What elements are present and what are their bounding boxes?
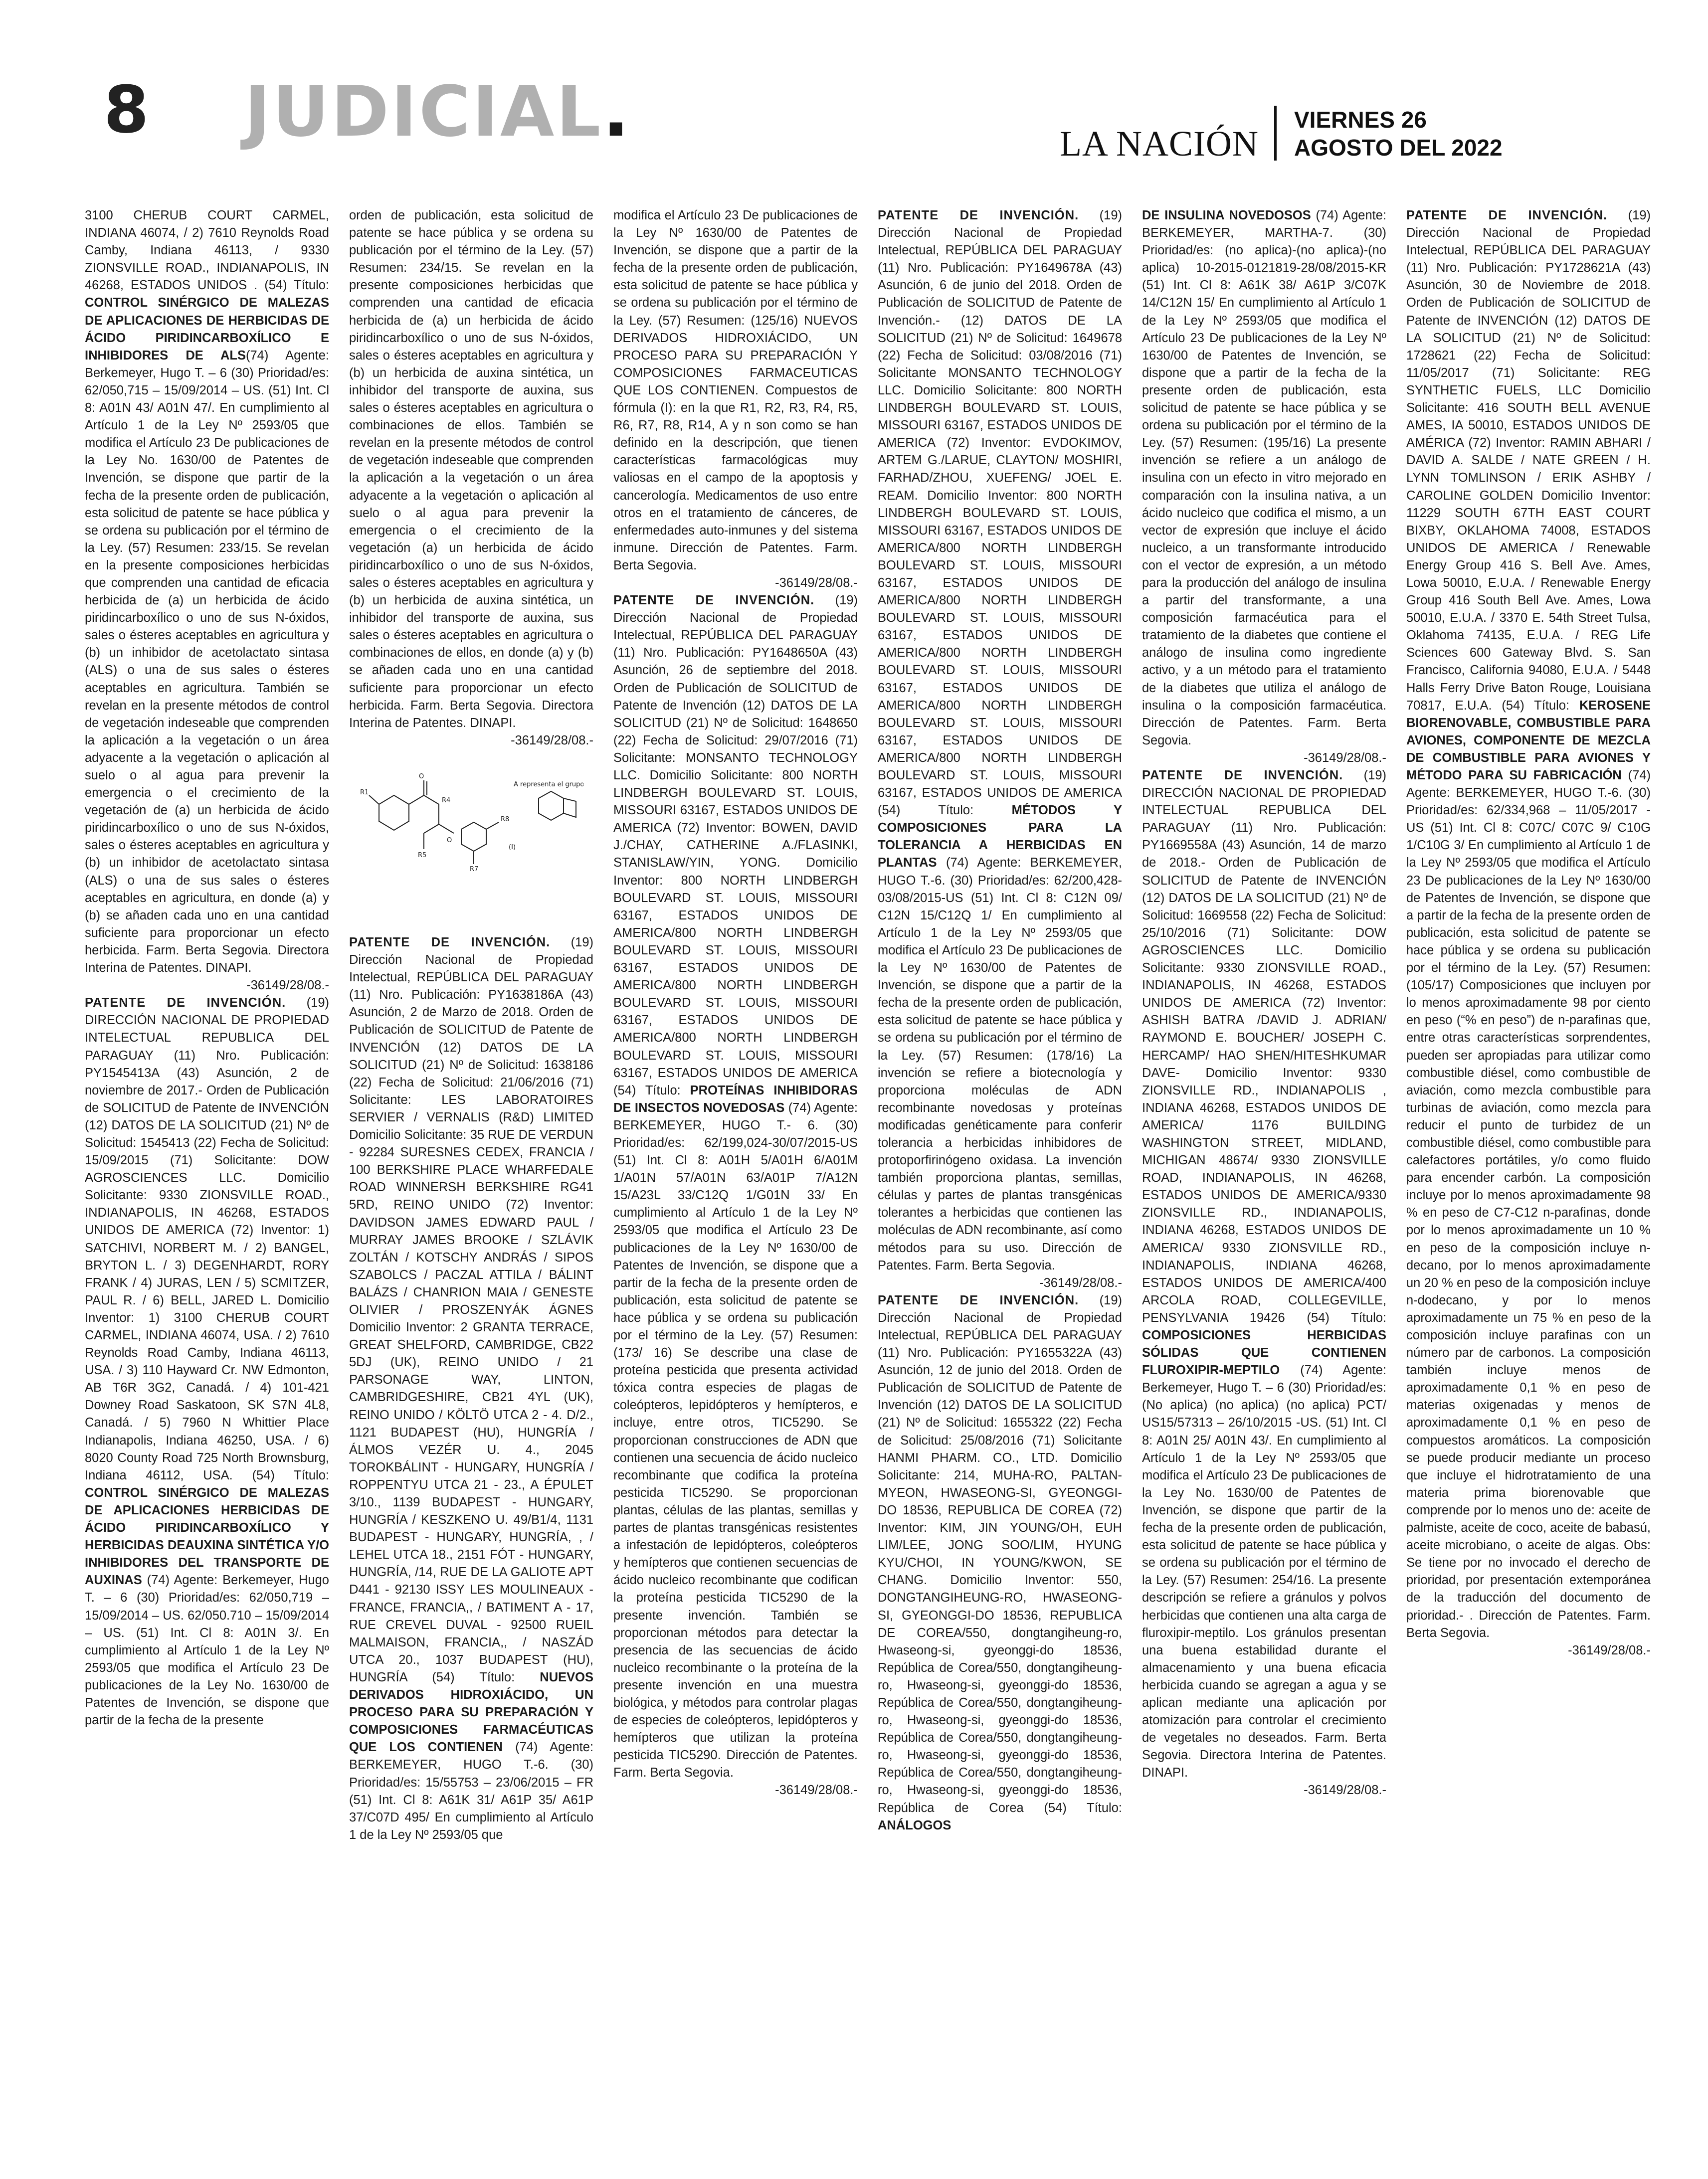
svg-text:O: O (447, 836, 452, 844)
notice-body: (74) Agente: Berkemeyer, Hugo T. – 6 (30) Prioridad/es: 62/050,719 – 15/09/2014 – US. 62/050.710 – 15/09/2014 – US. (51) Int. Cl 8: A01N 3/. En cumplimiento al Artículo 1 de la Ley Nº 2593/05 que modifica el Artículo 23 De publicaciones de la Ley No. 1630/00 de Patentes de Invención, se dispone que partir de la fecha de la presente (85, 1573, 329, 1728)
notice-reference: -36149/28/08.- (511, 733, 593, 747)
notice-title: DE INSULINA NOVEDOSOS (1142, 208, 1311, 222)
notice-reference: -36149/28/08.- (1304, 1783, 1386, 1798)
masthead (0, 0, 1708, 189)
svg-text:R8: R8 (501, 815, 510, 823)
svg-text:R5: R5 (418, 851, 427, 859)
aryl-ring (461, 822, 486, 851)
masthead-divider (1274, 106, 1277, 161)
notice-body: (19) Dirección Nacional de Propiedad Intelectual, REPÚBLICA DEL PARAGUAY (11) Nro. Publicación: PY1728621A (43) Asunción, 30 de Noviembre de 2018. Orden de Publicación de SOLICITUD de Patente de INVENCIÓN (12) DATOS DE LA SOLICITUD (21) Nº de Solicitud: 1728621 (22) Fecha de Solicitud: 11/05/2017 (71) Solicitante: REG SYNTHETIC FUELS, LLC Domicilio Solicitante: 416 SOUTH BELL AVENUE AMES, IA 50010, ESTADOS UNIDOS DE AMÉRICA (72) Inventor: RAMIN ABHARI / DAVID A. SALDE / NATE GREEN / H. LYNN TOMLINSON / ERIK ASHBY / CAROLINE GOLDEN Domicilio Inventor: 11229 SOUTH 67TH EAST COURT BIXBY, OKLAHOMA 74008, ESTADOS UNIDOS DE AMERICA / Renewable Energy Group 416 S. Bell Ave. Ames, Lowa 50010, E.U.A. / Renewable Energy Group 416 South Bell Ave. Ames, Lowa 50010, E.U.A. / 3370 E. 54th Street Tulsa, Oklahoma 74135, E.U.A. / REG Life Sciences 600 Gateway Blvd. S. San Francisco, California 94080, E.U.A. / 5448 Halls Ferry Drive Baton Rouge, Louisiana 70817, E.U.A. (54) Título: (1406, 208, 1651, 713)
chemical-structure-figure (349, 769, 583, 874)
notice-title: ANÁLOGOS (878, 1818, 951, 1832)
notice-reference: -36149/28/08.- (775, 575, 858, 590)
notice-body: (19) DIRECCIÓN NACIONAL DE PROPIEDAD INTELECTUAL REPUBLICA DEL PARAGUAY (11) Nro. Publicación: PY1545413A (43) Asunción, 2 de noviembre de 2017.- Orden de Publicación de SOLICITUD de Patente de INVENCIÓN (12) DATOS DE LA SOLICITUD (21) Nº de Solicitud: 1545413 (22) Fecha de Solicitud: 15/09/2015 (71) Solicitante: DOW AGROSCIENCES LLC. Domicilio Solicitante: 9330 ZIONSVILLE ROAD., INDIANAPOLIS, IN 46268, ESTADOS UNIDOS DE AMERICA (72) Inventor: 1) SATCHIVI, NORBERT M. / 2) BANGEL, BRYTON L. / 3) DEGENHARDT, RORY FRANK / 4) JURAS, LEN / 5) SCMITZER, PAUL R. / 6) BELL, JARED L. Domicilio Inventor: 1) 3100 CHERUB COURT CARMEL, INDIANA 46074, USA. / 2) 7610 Reynolds Road Camby, Indiana 46113, USA. / 3) 110 Hayward Cr. NW Edmonton, AB T6R 3G2, Canadá. / 4) 101-421 Downey Road Saskatoon, SK S7N 4L8, Canadá. / 5) 7960 N Whittier Place Indianapolis, Indiana 46250, USA. / 6) 8020 County Road 725 North Brownsburg, Indiana 46112, USA. (54) Título: (85, 996, 329, 1482)
notice-body: (74) Agente: Berkemeyer, Hugo T. – 6 (30) Prioridad/es: 62/050,715 – 15/09/2014 – US. (51) Int. Cl 8: A01N 43/ A01N 47/. En cumplimiento al Artículo 1 de la Ley Nº 2593/05 que modifica el Artículo 23 De publicaciones de la Ley No. 1630/00 de Patentes de Invención, se dispone que partir de la fecha de la presente orden de publicación, esta solicitud de patente se hace pública y se ordena su publicación por el término de la Ley. (57) Resumen: 233/15. Se revelan en la presente composiciones herbicidas que comprenden una cantidad de eficacia herbicida de (a) un herbicida de ácido piridincarboxílico o uno de sus N-óxidos, sales o ésteres aceptables en agricultura y (b) un inhibidor de acetolactato sintasa (ALS) o una de sus sales o ésteres aceptables en agricultura. También se revelan en la presente métodos de control de vegetación indeseable que comprenden la aplicación a la vegetación o un área adyacente a la vegetación o aplicación al suelo o al agua para prevenir la emergencia o el crecimiento de la vegetación de (a) un herbicida de ácido piridincarboxílico o uno de sus N-óxidos, sales o ésteres aceptables en agricultura y (b) un inhibidor de acetolactato sintasa (ALS) o una de sus sales o ésteres aceptables en agricultura, en donde (a) y (b) se añaden cada uno en una cantidad suficiente para proporcionar un efecto herbicida. Farm. Berta Segovia. Directora Interina de Patentes. DINAPI. (85, 348, 329, 975)
column-1 (85, 207, 329, 2162)
notice-text (613, 207, 858, 592)
notice-body: (19) Dirección Nacional de Propiedad Intelectual, REPÚBLICA DEL PARAGUAY (11) Nro. Publicación: PY1649678A (43) Asunción, 6 de junio del 2018. Orden de Publicación de SOLICITUD de Patente de Invención.- (12) DATOS DE LA SOLICITUD (21) Nº de Solicitud: 1649678 (22) Fecha de Solicitud: 03/08/2016 (71) Solicitante MONSANTO TECHNOLOGY LLC. Domicilio Solicitante: 800 NORTH LINDBERGH BOULEVARD ST. LOUIS, MISSOURI 63167, ESTADOS UNIDOS DE AMERICA (72) Inventor: EVDOKIMOV, ARTEM G./LARUE, CLAYTON/ MOSHIRI, FARHAD/ZHOU, XUEFENG/ JOEL E. REAM. Domicilio Inventor: 800 NORTH LINDBERGH BOULEVARD ST. LOUIS, MISSOURI 63167, ESTADOS UNIDOS DE AMERICA/800 NORTH LINDBERGH BOULEVARD ST. LOUIS, MISSOURI 63167, ESTADOS UNIDOS DE AMERICA/800 NORTH LINDBERGH BOULEVARD ST. LOUIS, MISSOURI 63167, ESTADOS UNIDOS DE AMERICA/800 NORTH LINDBERGH BOULEVARD ST. LOUIS, MISSOURI 63167, ESTADOS UNIDOS DE AMERICA/800 NORTH LINDBERGH BOULEVARD ST. LOUIS, MISSOURI 63167, ESTADOS UNIDOS DE AMERICA/800 NORTH LINDBERGH BOULEVARD ST. LOUIS, MISSOURI 63167, ESTADOS UNIDOS DE AMERICA (54) Título: (878, 208, 1122, 818)
notice-title: MÉTODOS Y COMPOSICIONES PARA LA TOLERANCIA A HERBICIDAS EN PLANTAS (878, 803, 1122, 870)
notice-heading: PATENTE DE INVENCIÓN. (878, 208, 1079, 222)
notice-title: CONTROL SINÉRGICO DE MALEZAS DE APLICACIONES DE HERBICIDAS DE ÁCIDO PIRIDINCARBOXÍLICO E INHIBIDORES DE ALS (85, 296, 329, 363)
section-title-text: JUDICIAL (244, 71, 603, 153)
notice-body: (74) Agente: BERKEMEYER, HUGO T.- 6. (30) Prioridad/es: 62/199,024-30/07/2015-US (51) Int. Cl 8: A01H 5/A01H 6/A01M 1/A01N 57/A01N 63/A01P 7/A12N 15/A23L 33/C12Q 1/G01N 33/ En cumplimiento al Artículo 1 de la Ley Nº 2593/05 que modifica el Artículo 23 De publicaciones de la Ley Nº 1630/00 de Patentes de Invención, se dispone que a partir de la fecha de la presente orden de publicación, esta solicitud de patente se hace pública y se ordena su publicación por el término de la Ley. (57) Resumen: (173/ 16) Se describe una clase de proteína pesticida que presenta actividad tóxica contra especies de plagas de coleópteros, lepidópteros y hemípteros, e incluye, entre otros, TIC5290. Se proporcionan construcciones de ADN que contienen una secuencia de ácido nucleico recombinante que codifica la proteína pesticida TIC5290. Se proporcionan plantas, células de las plantas, semillas y partes de plantas transgénicas resistentes a infestación de lepidópteros, coleópteros y hemípteros que contienen secuencias de ácido nucleico recombinante que codifican la proteína pesticida TIC5290 de la presente invención. También se proporcionan métodos para detectar la presencia de las secuencias de ácido nucleico recombinante o la proteína de la presente invención en una muestra biológica, y métodos para controlar plagas de especies de coleópteros, lepidópteros y hemípteros que utilizan la proteína pesticida TIC5290. Dirección de Patentes. Farm. Berta Segovia. (613, 1100, 858, 1780)
issue-date (1294, 106, 1503, 162)
notice-heading: PATENTE DE INVENCIÓN. (349, 935, 551, 949)
notice-reference: -36149/28/08.- (1304, 750, 1386, 765)
notice-title: PROTEÍNAS INHIBIDORAS DE INSECTOS NOVEDOSAS (613, 1083, 858, 1115)
notice-body: (74) Agente: BERKEMEYER, MARTHA-7. (30) Prioridad/es: (no aplica)-(no aplica)-(no aplica) 10-2015-0121819-28/08/2015-KR (51) Int. Cl 8: A61K 38/ A61P 3/C07K 14/C12N 15/ En cumplimiento al Artículo 1 de la Ley Nº 2593/05 que modifica el Artículo 23 De publicaciones de la Ley Nº 1630/00 de Patentes de Invención, se dispone que a partir de la fecha de la presente orden de publicación, esta solicitud de patente se hace pública y se ordena su publicación por el término de la Ley. (57) Resumen: (195/16) La presente invención se refiere a un análogo de insulina con un efecto in vitro mejorado en comparación con la insulina nativa, a un ácido nucleico que codifica el mismo, a un vector de expresión que incluye el ácido nucleico, a un transformante introducido con el vector de expresión, a un método para la producción del análogo de insulina a partir del transformante, a una composición farmacéutica para el tratamiento de la diabetes que contiene el análogo de insulina como ingrediente activo, y a un método para el tratamiento de la diabetes que utiliza el análogo de insulina o la composición farmacéutica. Dirección de Patentes. Farm. Berta Segovia. (1142, 208, 1386, 747)
column-2 (349, 207, 593, 2162)
issue-date-day: VIERNES 26 (1294, 107, 1427, 133)
notice-heading: PATENTE DE INVENCIÓN. (1406, 208, 1608, 222)
notice-reference: -36149/28/08.- (1039, 1275, 1122, 1290)
column-6 (1406, 207, 1651, 2162)
heteroaryl-ring (539, 791, 564, 820)
notice-heading: PATENTE DE INVENCIÓN. (1142, 768, 1343, 782)
svg-text:O: O (419, 772, 424, 780)
notice-text (85, 207, 329, 994)
notice-reference: -36149/28/08.- (1568, 1643, 1651, 1657)
notice-body: (74) Agente: BERKEMEYER, HUGO T.-6. (30) Prioridad/es: 62/334,968 – 11/05/2017 - US (51) Int. Cl 8: C07C/ C07C 9/ C10G 1/C10G 3/ En cumplimiento al Artículo 1 de la Ley Nº 2593/05 que modifica el Artículo 23 De publicaciones de la Ley Nº 1630/00 de Patentes de Invención, se dispone que a partir de la fecha de la presente orden de publicación, esta solicitud de patente se hace pública y se ordena su publicación por el término de la Ley. (57) Resumen: (105/17) Composiciones que incluyen por lo menos aproximadamente 98 por ciento en peso (“% en peso”) de n-parafinas que, entre otras características sorprendentes, pueden ser apropiadas para utilizar como combustible diésel, como combustible de aviación, como mezcla combustible para turbinas de aviación, como mezcla para reducir el punto de turbidez de un combustible diésel, como combustible para calefactores portátiles, y/o como fluido para encender carbón. La composición incluye por lo menos aproximadamente 98 % en peso de C7-C12 n-parafinas, donde por lo menos aproximadamente un 10 % en peso de la composición incluye n-decano, por lo menos aproximadamente un 20 % en peso de la composición incluye n-dodecano, y por lo menos aproximadamente un 75 % en peso de la composición incluye parafinas con un número par de carbonos. La composición también incluye menos de aproximadamente 0,1 % en peso de materias oxigenadas y menos de aproximadamente 0,1 % en peso de compuestos aromáticos. La composición se puede producir mediante un proceso que incluye el hidrotratamiento de una materia prima biorenovable que comprende por lo menos uno de: aceite de palmiste, aceite de coco, aceite de babasú, aceite microbiano, o aceite de algas. Obs: Se tiene por no invocado el derecho de prioridad, por presentación extemporánea de la traducción del documento de prioridad.- . Dirección de Patentes. Farm. Berta Segovia. (1406, 768, 1651, 1640)
section-title-dot: . (602, 71, 631, 153)
notice-body: (74) Agente: BERKEMEYER, HUGO T.-6. (30) Prioridad/es: 15/55753 – 23/06/2015 – FR (51) Int. Cl 8: A61K 31/ A61P 35/ A61P 37/C07D 495/ En cumplimiento al Artículo 1 de la Ley Nº 2593/05 que (349, 1740, 593, 1842)
notice-title: CONTROL SINÉRGICO DE MALEZAS DE APLICACIONES HERBICIDAS DE ÁCIDO PIRIDINCARBOXÍLICO Y HERBICIDAS DEAUXINA SINTÉTICA Y/O INHIBIDORES DEL TRANSPORTE DE AUXINAS (85, 1485, 329, 1588)
notice-text (1142, 767, 1386, 1800)
notice-body: (74) Agente: BERKEMEYER, HUGO T.-6. (30) Prioridad/es: 62/200,428-03/08/2015-US (51) Int. Cl 8: C12N 09/ C12N 15/C12Q 1/ En cumplimiento al Artículo 1 de la Ley Nº 2593/05 que modifica el Artículo 23 De publicaciones de la Ley Nº 1630/00 de Patentes de Invención, se dispone que a partir de la fecha de la presente orden de publicación, esta solicitud de patente se hace pública y se ordena su publicación por el término de la Ley. (57) Resumen: (178/16) La invención se refiere a biotecnología y proporciona moléculas de ADN recombinante novedosas y proteínas modificadas genéticamente para conferir tolerancia a herbicidas inhibidores de protoporfirinógeno oxidasa. La invención también proporciona plantas, semillas, células y partes de plantas transgénicas tolerantes a herbicidas que contienen las moléculas de ADN recombinante, así como métodos para su uso. Dirección de Patentes. Farm. Berta Segovia. (878, 856, 1122, 1272)
section-title (244, 71, 631, 153)
page-number: 8 (104, 72, 149, 148)
notice-body: modifica el Artículo 23 De publicaciones de la Ley Nº 1630/00 de Patentes de Invención, se dispone que a partir de la fecha de la presente orden de publicación, esta solicitud de patente se hace pública y se ordena su publicación por el término de la Ley. (57) Resumen: (125/16) NUEVOS DERIVADOS HIDROXIÁCIDO, UN PROCESO PARA SU PREPARACIÓN Y COMPOSICIONES FARMACEUTICAS QUE LOS CONTIENEN. Compuestos de fórmula (I): en la que R1, R2, R3, R4, R5, R6, R7, R8, R14, A y n son como se han definido en la descripción, que tienen características farmacológicas muy valiosas en el campo de la apoptosis y cancerología. Medicamentos de uso entre otros en el tratamiento de cánceres, de enfermedades auto-inmunes y del sistema inmune. Dirección de Patentes. Farm. Berta Segovia. (613, 208, 858, 572)
notice-text (878, 1292, 1122, 1834)
notice-text (349, 934, 593, 1844)
notice-text (349, 207, 593, 749)
notice-reference: -36149/28/08.- (775, 1783, 858, 1798)
notice-heading: PATENTE DE INVENCIÓN. (613, 593, 815, 608)
svg-text:R4: R4 (442, 796, 451, 804)
article-columns (85, 207, 1651, 2162)
notice-heading: PATENTE DE INVENCIÓN. (878, 1293, 1079, 1307)
notice-body: orden de publicación, esta solicitud de patente se hace pública y se ordena su publicación por el término de la Ley. (57) Resumen: 234/15. Se revelan en la presente composiciones herbicidas que comprenden una cantidad de eficacia herbicida de (a) un herbicida de ácido piridincarboxílico o uno de sus N-óxidos, sales o ésteres aceptables en agricultura y (b) un herbicida de auxina sintética, un inhibidor del transporte de auxina, sus sales o ésteres aceptables en agricultura o combinaciones de ellos. También se revelan en la presente métodos de control de vegetación indeseable que comprenden la aplicación a la vegetación o un área adyacente a la vegetación o aplicación al suelo o al agua para prevenir la emergencia o el crecimiento de la vegetación (a) un herbicida de ácido piridincarboxílico o uno de sus N-óxidos, sales o ésteres aceptables en agricultura y (b) un herbicida de auxina sintética, un inhibidor del transporte de auxina, sus sales o ésteres aceptables en agricultura o combinaciones de ellos, en donde (a) y (b) se añaden cada uno en una cantidad suficiente para proporcionar un efecto herbicida. Farm. Berta Segovia. Directora Interina de Patentes. DINAPI. (349, 208, 593, 730)
svg-text:(I): (I) (509, 843, 516, 851)
notice-reference: -36149/28/08.- (246, 978, 329, 993)
newspaper-logo: LA NACIÓN (1060, 124, 1259, 164)
notice-title: COMPOSICIONES HERBICIDAS SÓLIDAS QUE CONTIENEN FLUROXIPIR-MEPTILO (1142, 1328, 1386, 1378)
notice-body: (19) DIRECCIÓN NACIONAL DE PROPIEDAD INTELECTUAL REPUBLICA DEL PARAGUAY (11) Nro. Publicación: PY1669558A (43) Asunción, 14 de marzo de 2018.- Orden de Publicación de SOLICITUD de Patente de INVENCIÓN (12) DATOS DE LA SOLICITUD (21) Nº de Solicitud: 1669558 (22) Fecha de Solicitud: 25/10/2016 (71) Solicitante: DOW AGROSCIENCES LLC. Domicilio Solicitante: 9330 ZIONSVILLE ROAD., INDIANAPOLIS, IN 46268, ESTADOS UNIDOS DE AMERICA (72) Inventor: ASHISH BATRA /DAVID J. ADRIAN/ RAYMOND E. BOUCHER/ JOSEPH C. HERCAMP/ HAO SHEN/HITESHKUMAR DAVE- Domicilio Inventor: 9330 ZIONSVILLE RD., INDIANAPOLIS , INDIANA 46268, ESTADOS UNIDOS DE AMERICA/ 1176 BUILDING WASHINGTON STREET, MIDLAND, MICHIGAN 48674/ 9330 ZIONSVILLE ROAD, INDIANAPOLIS, IN 46268, ESTADOS UNIDOS DE AMERICA/9330 ZIONSVILLE RD., INDIANAPOLIS, INDIANA 46268, ESTADOS UNIDOS DE AMERICA/ 9330 ZIONSVILLE RD., INDIANAPOLIS, INDIANA 46268, ESTADOS UNIDOS DE AMERICA/400 ARCOLA ROAD, COLLEGEVILLE, PENSYLVANIA 19426 (54) Título: (1142, 768, 1386, 1325)
notice-body: (19) Dirección Nacional de Propiedad Intelectual, REPÚBLICA DEL PARAGUAY (11) Nro. Publicación: PY1655322A (43) Asunción, 12 de junio del 2018. Orden de Publicación de SOLICITUD de Patente de Invención (12) DATOS DE LA SOLICITUD (21) Nº de Solicitud: 1655322 (22) Fecha de Solicitud: 25/08/2016 (71) Solicitante HANMI PHARM. CO., LTD. Domicilio Solicitante: 214, MUHA-RO, PALTAN-MYEON, HWASEONG-SI, GYEONGGI-DO 18536, REPUBLICA DE COREA (72) Inventor: KIM, JIN YOUNG/OH, EUH LIM/LEE, JONG SOO/LIM, HYUNG KYU/CHOI, IN YOUNG/KWON, SE CHANG. Domicilio Inventor: 550, DONGTANGIHEUNG-RO, HWASEONG-SI, GYEONGGI-DO 18536, REPUBLICA DE COREA/550, dongtangiheung-ro, Hwaseong-si, gyeonggi-do 18536, República de Corea/550, dongtangiheung-ro, Hwaseong-si, gyeonggi-do 18536, República de Corea/550, dongtangiheung-ro, Hwaseong-si, gyeonggi-do 18536, República de Corea/550, dongtangiheung-ro, Hwaseong-si, gyeonggi-do 18536, República de Corea/550, dongtangiheung-ro, Hwaseong-si, gyeonggi-do 18536, República de Corea (54) Título: (878, 1293, 1122, 1815)
notice-text (878, 207, 1122, 1292)
column-4 (878, 207, 1122, 2162)
benzene-ring (379, 795, 409, 830)
svg-text:R7: R7 (470, 865, 479, 873)
notice-heading: PATENTE DE INVENCIÓN. (85, 996, 286, 1010)
notice-text (1142, 207, 1386, 767)
column-3 (613, 207, 858, 2162)
issue-date-month: AGOSTO DEL 2022 (1294, 135, 1503, 161)
notice-title: NUEVOS DERIVADOS HIDROXIÁCIDO, UN PROCESO PARA SU PREPARACIÓN Y COMPOSICIONES FARMACÉUTICAS QUE LOS CONTIENEN (349, 1670, 593, 1755)
notice-title: KEROSENE BIORENOVABLE, COMBUSTIBLE PARA AVIONES, COMPONENTE DE MEZCLA DE COMBUSTIBLE PARA AVIONES Y MÉTODO PARA SU FABRICACIÓN (1406, 698, 1651, 782)
notice-body: (74) Agente: Berkemeyer, Hugo T. – 6 (30) Prioridad/es: (No aplica) (no aplica) (no aplica) PCT/ US15/57313 – 26/10/2015 -US. (51) Int. Cl 8: A01N 25/ A01N 43/. En cumplimiento al Artículo 1 de la Ley Nº 2593/05 que modifica el Artículo 23 De publicaciones de la Ley No. 1630/00 de Patentes de Invención, se dispone que partir de la fecha de la presente orden de publicación, esta solicitud de patente se hace pública y se ordena su publicación por el término de la Ley. (57) Resumen: 254/16. La presente descripción se refiere a gránulos y polvos herbicidas que contienen una alta carga de fluroxipir-meptilo. Los gránulos presentan una buena estabilidad durante el almacenamiento y una buena eficacia herbicida cuando se agregan a agua y se aplican mediante una aplicación por atomización para controlar el crecimiento de vegetales no deseados. Farm. Berta Segovia. Directora Interina de Patentes. DINAPI. (1142, 1363, 1386, 1780)
column-5 (1142, 207, 1386, 2162)
notice-text (613, 592, 858, 1799)
svg-text:R1: R1 (360, 788, 369, 796)
notice-body: 3100 CHERUB COURT CARMEL, INDIANA 46074, / 2) 7610 Reynolds Road Camby, Indiana 46113, / 9330 ZIONSVILLE ROAD., INDIANAPOLIS, IN 46268, ESTADOS UNIDOS . (54) Título: (85, 208, 329, 293)
notice-text (85, 994, 329, 1729)
notice-body: (19) Dirección Nacional de Propiedad Intelectual, REPÚBLICA DEL PARAGUAY (11) Nro. Publicación: PY1638186A (43) Asunción, 2 de Marzo de 2018. Orden de Publicación de SOLICITUD de Patente de INVENCIÓN (12) DATOS DE LA SOLICITUD (21) Nº de Solicitud: 1638186 (22) Fecha de Solicitud: 21/06/2016 (71) Solicitante: LES LABORATOIRES SERVIER / VERNALIS (R&D) LIMITED Domicilio Solicitante: 35 RUE DE VERDUN - 92284 SURESNES CEDEX, FRANCIA / 100 BERKSHIRE PLACE WHARFEDALE ROAD WINNERSH BERKSHIRE RG41 5RD, REINO UNIDO (72) Inventor: DAVIDSON JAMES EDWARD PAUL / MURRAY JAMES BROOKE / SZLÁVIK ZOLTÁN / KOTSCHY ANDRÁS / SIPOS SZABOLCS / PACZAL ATTILA / BÁLINT BALÁZS / CHANRION MAIA / GENESTE OLIVIER / PROSZENYÁK ÁGNES Domicilio Inventor: 2 GRANTA TERRACE, GREAT SHELFORD, CAMBRIDGE, CB22 5DJ (UK), REINO UNIDO / 21 PARSONAGE WAY, LINTON, CAMBRIDGESHIRE, CB21 4YL (UK), REINO UNIDO / KÖLTÖ UTCA 2 - 4. D/2., 1121 BUDAPEST (HU), HUNGRÍA / ÁLMOS VEZÉR U. 4., 2045 TOROKBÁLINT - HUNGARY, HUNGRÍA / ROPPENTYU UTCA 21 - 23., A ÉPULET 3/10., 1139 BUDAPEST - HUNGARY, HUNGRÍA / KESZKENO U. 49/B1/4, 1131 BUDAPEST - HUNGARY, HUNGRÍA, , / LEHEL UTCA 18., 2151 FÓT - HUNGARY, HUNGRÍA, /14, RUE DE LA GALIOTE APT D441 - 92130 ISSY LES MOULINEAUX - FRANCE, FRANCIA,, / BATIMENT A - 17, RUE CREVEL DUVAL - 92500 RUEIL MALMAISON, FRANCIA,, / NASZÁD UTCA 20., 1037 BUDAPEST (HU), HUNGRÍA (54) Título: (349, 935, 593, 1684)
notice-text (1406, 207, 1651, 1659)
notice-body: (19) Dirección Nacional de Propiedad Intelectual, REPÚBLICA DEL PARAGUAY (11) Nro. Publicación: PY1648650A (43) Asunción, 26 de septiembre del 2018. Orden de Publicación de SOLICITUD de Patente de Invención (12) DATOS DE LA SOLICITUD (21) Nº de Solicitud: 1648650 (22) Fecha de Solicitud: 29/07/2016 (71) Solicitante: MONSANTO TECHNOLOGY LLC. Domicilio Solicitante: 800 NORTH LINDBERGH BOULEVARD ST. LOUIS, MISSOURI 63167, ESTADOS UNIDOS DE AMERICA (72) Inventor: BOWEN, DAVID J./CHAY, CATHERINE A./FLASINKI, STANISLAW/YIN, YONG. Domicilio Inventor: 800 NORTH LINDBERGH BOULEVARD ST. LOUIS, MISSOURI 63167, ESTADOS UNIDOS DE AMERICA/800 NORTH LINDBERGH BOULEVARD ST. LOUIS, MISSOURI 63167, ESTADOS UNIDOS DE AMERICA/800 NORTH LINDBERGH BOULEVARD ST. LOUIS, MISSOURI 63167, ESTADOS UNIDOS DE AMERICA/800 NORTH LINDBERGH BOULEVARD ST. LOUIS, MISSOURI 63167, ESTADOS UNIDOS DE AMERICA (54) Título: (613, 593, 858, 1097)
figure-label: A representa el grupo (514, 780, 583, 788)
